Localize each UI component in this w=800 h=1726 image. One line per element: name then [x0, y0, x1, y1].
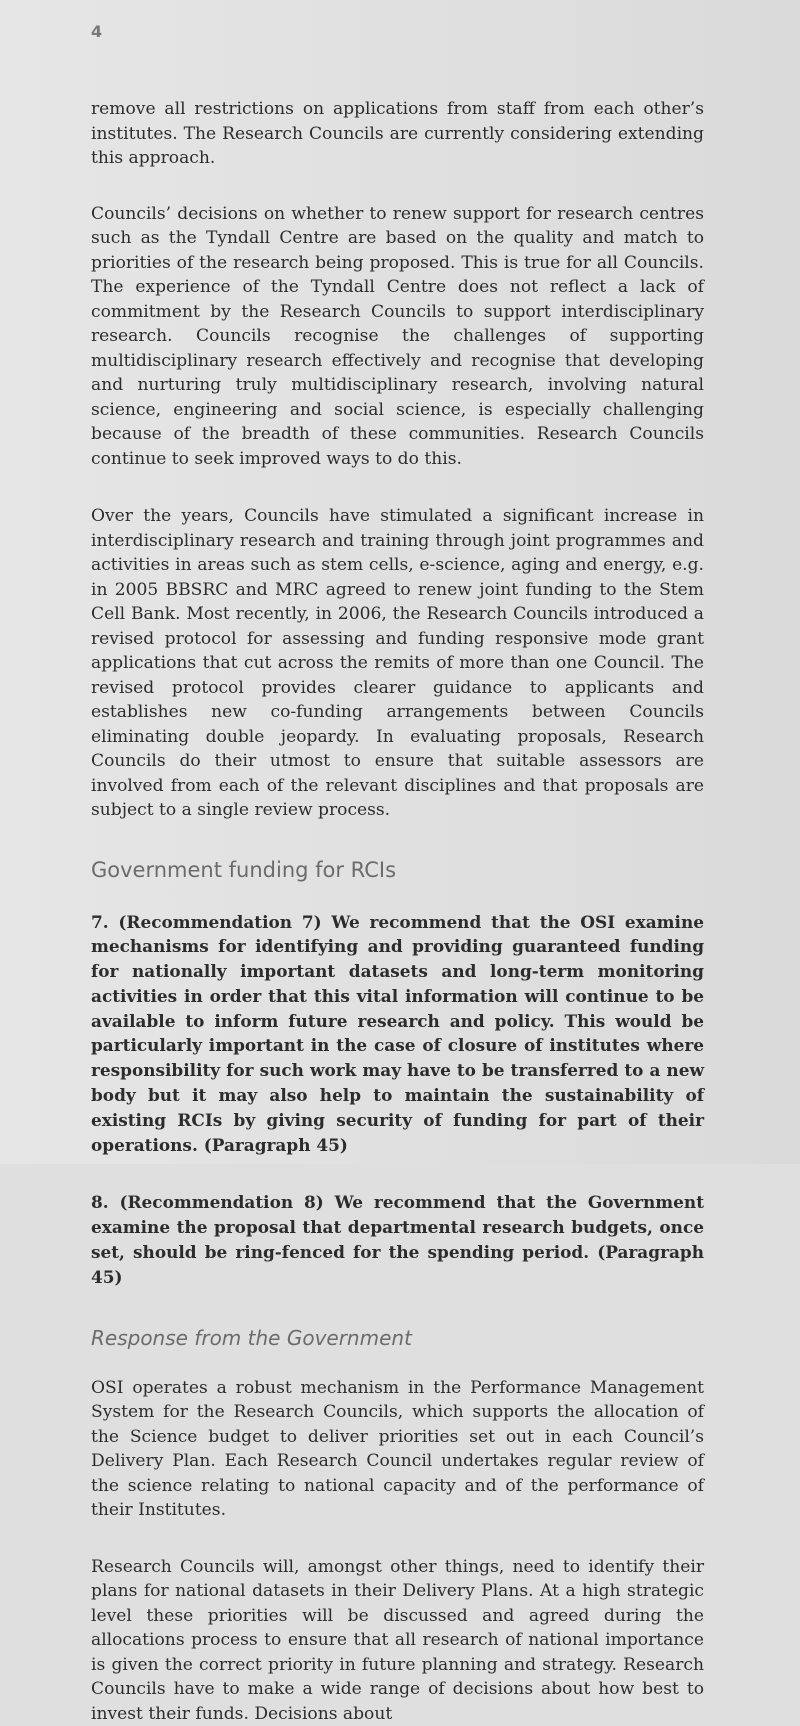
recommendation-7: 7. (Recommendation 7) We recommend that the OSI examine mechanisms for identifying and providing guaranteed funding for nationally important datasets and long-term monitoring activities in order that this vital information will continue to be available to inform future research and policy. This would be particularly important in the case of closure of institutes where responsibility for such work may have to be transferred to a new body but it may also help to maintain the sustainability of existing RCIs by giving security of funding for part of their operations. (Paragraph 45) [91, 911, 704, 1155]
response-heading: Response from the Government [91, 1325, 412, 1350]
paragraph-continuation: remove all restrictions on applications from staff from each other’s institutes. The Research Councils are currently considering extending this approach. [91, 99, 704, 168]
paragraph-council-decisions: Councils’ decisions on whether to renew support for research centres such as the Tyndall Centre are based on the quality and match to priorities of the research being proposed. This is true for all Councils. The experience of the Tyndall Centre does not reflect a lack of commitment by the Research Councils to support interdisciplinary research. Councils recognise the challenges of supporting multidisciplinary research effectively and recognise that developing and nurturing truly multidisciplinary research, involving natural science, engineering and social science, is especially challenging because of the breadth of these communities. Research Councils continue to seek improved ways to do this. [91, 203, 704, 469]
response-paragraph-2: Research Councils will, amongst other things, need to identify their plans for national datasets in their Delivery Plans. At a high strategic level these priorities will be discussed and agreed during the allocations process to ensure that all research of national importance is given the correct priority in future planning and strategy. Research Councils have to make a wide range of decisions about how best to invest their funds. Decisions about [91, 1556, 704, 1724]
section-heading: Government funding for RCIs [91, 857, 397, 882]
page-number: 4 [91, 22, 103, 41]
page-content [91, 97, 704, 1726]
response-paragraph-1: OSI operates a robust mechanism in the Performance Management System for the Research Councils, which supports the allocation of the Science budget to deliver priorities set out in each Council’s Delivery Plan. Each Research Council undertakes regular review of the science relating to national capacity and of the performance of their Institutes. [91, 1377, 704, 1521]
paragraph-interdisciplinary-research: Over the years, Councils have stimulated a significant increase in interdisciplinary research and training through joint programmes and activities in areas such as stem cells, e-science, aging and energy, e.g. in 2005 BBSRC and MRC agreed to renew joint funding to the Stem Cell Bank. Most recently, in 2006, the Research Councils introduced a revised protocol for assessing and funding responsive mode grant applications that cut across the remits of more than one Council. The revised protocol provides clearer guidance to applicants and establishes new co-funding arrangements between Councils eliminating double jeopardy. In evaluating proposals, Research Councils do their utmost to ensure that suitable assessors are involved from each of the relevant disciplines and that proposals are subject to a single review process. [91, 506, 704, 820]
recommendation-8: 8. (Recommendation 8) We recommend that the Government examine the proposal that departmental research budgets, once set, should be ring-fenced for the spending period. (Paragraph 45) [91, 1192, 704, 1287]
